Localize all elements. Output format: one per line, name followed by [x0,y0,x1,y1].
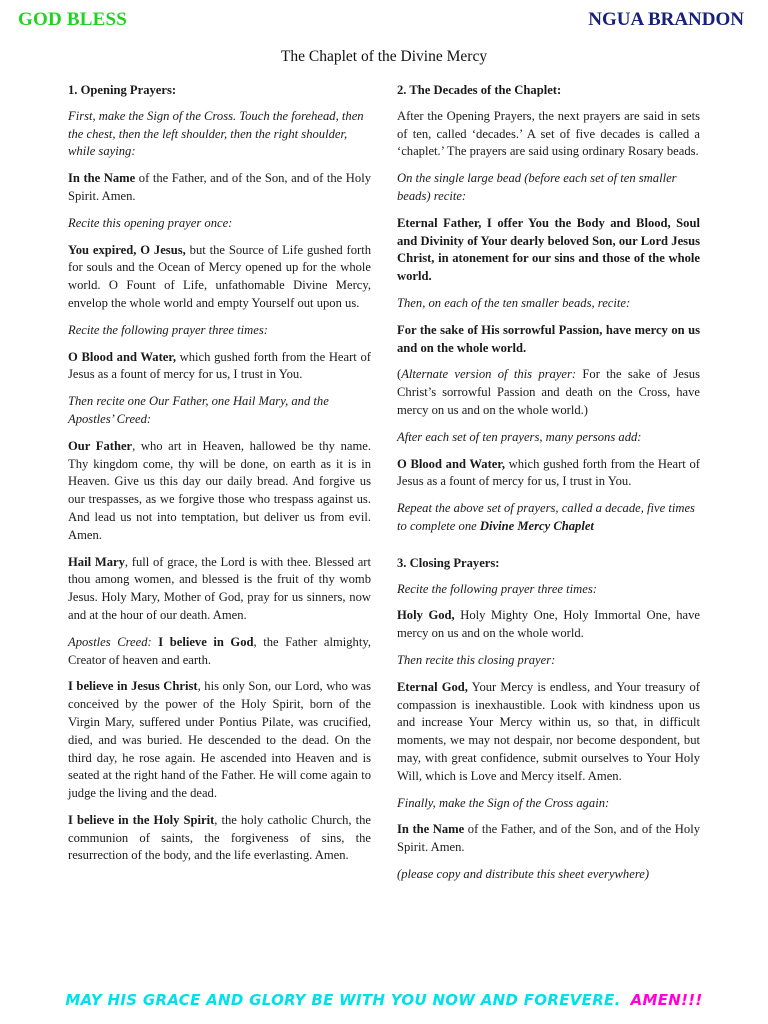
holy-spirit-creed [68,812,371,865]
blood-water-text: which gushed forth from the Heart of Jesus as a fount of mercy for us, I trust in You. [68,349,371,382]
blood-water-bold: O Blood and Water, [68,349,176,364]
large-bead-instruction: On the single large bead (before each set of ten smaller beads) recite: [397,171,677,203]
eternal-god-prayer [397,679,700,786]
blood-water-prayer [68,349,371,385]
apostles-creed-prayer [68,634,371,670]
jesus-christ-creed [68,678,371,803]
repeat-decade-instruction [397,500,700,536]
holy-god-text: Holy Mighty One, Holy Immortal One, have mercy on us and on the whole world. [397,608,700,641]
eternal-father-prayer: Eternal Father, I offer You the Body and Blood, Soul and Divinity of Your dearly beloved Son, our Lord Jesus Christ, in atonement for our sins and those of the whole world. [397,215,700,284]
many-persons-add-instruction: After each set of ten prayers, many persons add: [397,429,642,444]
in-the-name-closing-text: of the Father, and of the Son, and of the Holy Spirit. Amen. [397,822,700,855]
you-expired-bold: You expired, O Jesus, [68,242,186,257]
divine-mercy-chaplet-bold: Divine Mercy Chaplet [479,518,594,533]
holy-spirit-bold: I believe in the Holy Spirit [68,812,215,827]
jesus-christ-bold: I believe in Jesus Christ [68,679,198,694]
holy-spirit-text: , the holy catholic Church, the communion of saints, the forgiveness of sins, the resurrection of the body, and the life everlasting. Amen. [68,812,371,863]
then-recite-instruction: Then recite one Our Father, one Hail Mary, and the Apostles’ Creed: [68,394,329,426]
alternate-version-label: Alternate version of this prayer: [401,367,577,382]
holy-god-bold: Holy God, [397,608,455,623]
left-column [68,82,371,874]
section-heading-closing-prayers: 3. Closing Prayers: [397,555,500,570]
footer-blessing [0,991,768,1009]
apostles-creed-label: Apostles Creed: [68,634,152,649]
our-father-prayer [68,438,371,545]
finally-instruction: Finally, make the Sign of the Cross again: [397,795,610,810]
you-expired-prayer [68,242,371,313]
three-times-instruction: Recite the following prayer three times: [68,322,268,337]
i-believe-in-god-bold: I believe in God [151,634,254,649]
small-beads-instruction: Then, on each of the ten smaller beads, recite: [397,295,631,310]
in-the-name-prayer [68,170,371,206]
section-heading-decades: 2. The Decades of the Chaplet: [397,83,562,97]
hail-mary-text: , full of grace, the Lord is with thee. Blessed art thou among women, and blessed is the fruit of thy womb Jesus. Holy Mary, Mother of God, pray for us sinners, now and at the hour of our death. Amen. [68,554,372,622]
closing-prayer-instruction: Then recite this closing prayer: [397,652,556,667]
footer-blessing-text: MAY HIS GRACE AND GLORY BE WITH YOU NOW AND FOREVERE. [65,991,621,1009]
jesus-christ-text: , his only Son, our Lord, who was conceived by the power of the Holy Spirit, born of the Virgin Mary, suffered under Pontius Pilate, was crucified, died, and was buried. He descended to the dead. On the third day, he rose again. He ascended into Heaven and is seated at the right hand of the Father. He will come again to judge the living and the dead. [68,679,371,801]
in-the-name-closing [397,821,700,857]
header-left-god-bless: GOD BLESS [18,9,127,30]
closing-three-times-instruction: Recite the following prayer three times: [397,581,597,596]
alternate-version-text: For the sake of Jesus Christ’s sorrowful Passion and death on the Cross, have mercy on us and on the whole world.) [397,367,700,417]
in-the-name-closing-bold: In the Name [397,822,465,837]
page-title: The Chaplet of the Divine Mercy [280,48,488,65]
holy-god-prayer [397,607,700,643]
creed-text: , the Father almighty, Creator of heaven and earth. [68,634,371,667]
alternate-version-prayer [397,366,700,419]
our-father-text: , who art in Heaven, hallowed be thy name. Thy kingdom come, thy will be done, on earth as it is in Heaven. Give us this day our daily bread. And forgive us our trespasses, as we forgive those who trespass against us. And lead us not into temptation, but deliver us from evil. Amen. [68,438,371,542]
repeat-decade-text: Repeat the above set of prayers, called a decade, five times to complete one [397,501,695,533]
alternate-open-paren: ( [397,367,402,382]
in-the-name-text: of the Father, and of the Son, and of the Holy Spirit. Amen. [68,171,371,203]
hail-mary-prayer [68,554,371,625]
blood-water-bold-repeat: O Blood and Water, [397,456,505,471]
blood-water-prayer-repeat [397,456,700,492]
header-right-author: NGUA BRANDON [588,9,744,30]
in-the-name-bold: In the Name [68,171,136,186]
right-column [397,82,700,893]
blood-water-text-repeat: which gushed forth from the Heart of Jesus as a fount of mercy for us, I trust in You. [397,456,700,489]
opening-prayer-instruction: Recite this opening prayer once: [68,215,233,230]
our-father-bold: Our Father [68,438,133,453]
section-heading-opening-prayers: 1. Opening Prayers: [68,83,177,97]
you-expired-text: but the Source of Life gushed forth for souls and the Ocean of Mercy opened up for the whole world. O Fount of Life, unfathomable Divine Mercy, envelop the whole world and empty Yourself out upon us. [68,242,371,310]
sign-of-cross-instruction: First, make the Sign of the Cross. Touch the forehead, then the chest, then the left shoulder, then the right shoulder, while saying: [68,108,364,159]
footer-amen-text: AMEN!!! [630,991,703,1009]
eternal-god-text: Your Mercy is endless, and Your treasury of compassion is inexhaustible. Look with kindness upon us and increase Your Mercy within us, so that, in difficult moments, we may not despair, nor become despondent, but may, with great confidence, submit ourselves to Your Holy Will, which is Love and Mercy itself. Amen. [397,679,700,783]
eternal-god-bold: Eternal God, [397,679,468,694]
copy-distribute-note: (please copy and distribute this sheet everywhere) [397,866,650,881]
decades-intro: After the Opening Prayers, the next prayers are said in sets of ten, called ‘decades.’ A set of five decades is called a ‘chaplet.’ The prayers are said using ordinary Rosary beads. [397,108,700,159]
hail-mary-bold: Hail Mary [68,554,125,569]
sorrowful-passion-prayer: For the sake of His sorrowful Passion, have mercy on us and on the whole world. [397,322,700,355]
